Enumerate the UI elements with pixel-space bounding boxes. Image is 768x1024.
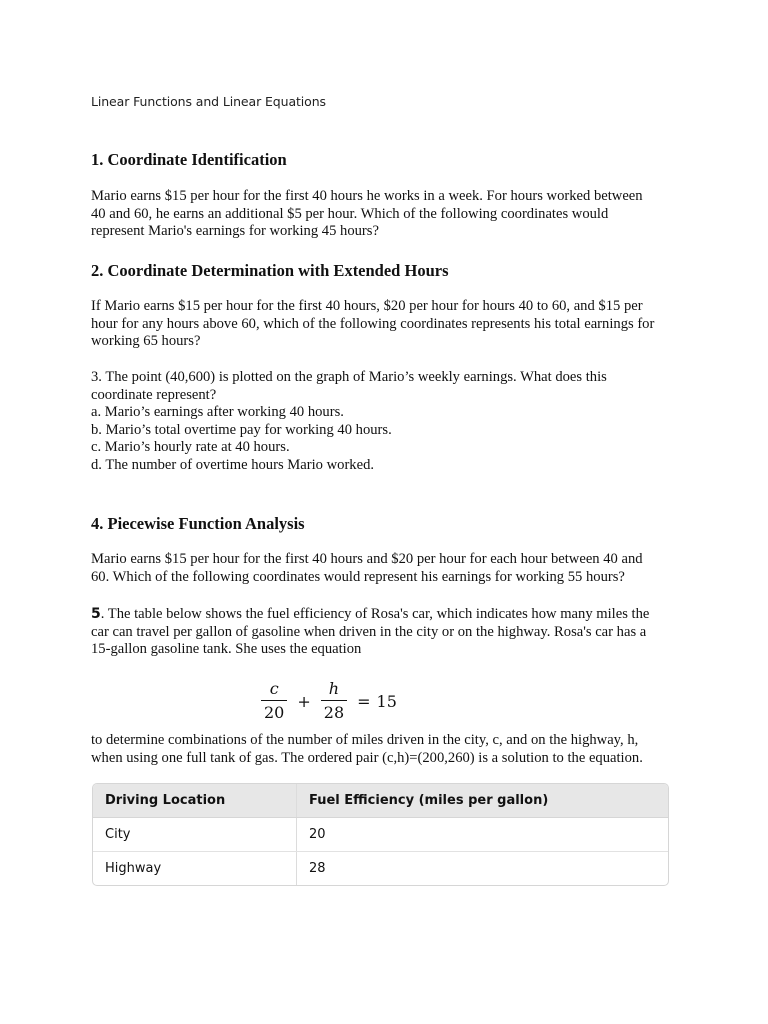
q4-line: Mario earns $15 per hour for the first 40 hours and $20 per hour for each hour between 40 and: [91, 551, 643, 567]
equation-equals: =: [357, 691, 371, 711]
q2-line: hour for any hours above 60, which of the following coordinates represents his total earnings for: [91, 315, 655, 332]
cell-location: City: [93, 818, 297, 852]
q1-line: represent Mario's earnings for working 45 hours?: [91, 223, 379, 240]
column-header-driving-location: Driving Location: [93, 784, 297, 818]
q5-number: 5: [91, 606, 101, 622]
q5-after-text: [91, 732, 681, 767]
q5-after-line: when using one full tank of gas. The ordered pair (c,h)=(200,260) is a solution to the equation.: [91, 749, 643, 766]
fraction-bar: [261, 700, 287, 701]
q4-heading: 4. Piecewise Function Analysis: [91, 514, 305, 533]
cell-efficiency: 28: [309, 861, 326, 876]
table-row: [93, 852, 668, 886]
q4-line: 60. Which of the following coordinates would represent his earnings for working 55 hours?: [91, 568, 625, 585]
q5-line: 15-gallon gasoline tank. She uses the equation: [91, 641, 362, 658]
q1-line: 40 and 60, he earns an additional $5 per hour. Which of the following coordinates would: [91, 205, 609, 222]
equation-numerator-h: h: [328, 679, 340, 698]
q1-text: [91, 188, 681, 241]
equation-fraction-c: [261, 680, 287, 722]
fuel-table: [93, 784, 668, 885]
table-header-row: [93, 784, 668, 818]
cell-location: Highway: [93, 852, 297, 886]
q3-option-b: b. Mario’s total overtime pay for working 40 hours.: [91, 421, 392, 438]
equation-plus: +: [297, 691, 311, 711]
equation-numerator-c: c: [269, 679, 279, 698]
q3-line: coordinate represent?: [91, 386, 217, 403]
q5-text: [91, 606, 681, 659]
column-header-fuel-efficiency: Fuel Efficiency (miles per gallon): [297, 784, 669, 818]
table-row: [93, 818, 668, 852]
q1-line: Mario earns $15 per hour for the first 40 hours he works in a week. For hours worked between: [91, 188, 643, 204]
q2-line: working 65 hours?: [91, 333, 201, 350]
document-title: Linear Functions and Linear Equations: [91, 94, 326, 109]
q1-heading: 1. Coordinate Identification: [91, 150, 287, 169]
equation-denominator-20: 20: [264, 703, 285, 722]
q3-line: 3. The point (40,600) is plotted on the graph of Mario’s weekly earnings. What does this: [91, 369, 607, 385]
q4-text: [91, 551, 681, 586]
fuel-equation: [257, 676, 397, 726]
equation-rhs: 15: [376, 691, 397, 711]
fraction-bar: [321, 700, 347, 701]
equation-denominator-28: 28: [323, 703, 345, 722]
q2-heading: 2. Coordinate Determination with Extended Hours: [91, 261, 449, 280]
cell-efficiency: 20: [297, 818, 669, 852]
q5-first-line: . The table below shows the fuel efficiency of Rosa's car, which indicates how many miles the: [100, 606, 650, 622]
q2-line: If Mario earns $15 per hour for the first 40 hours, $20 per hour for hours 40 to 60, and $15 per: [91, 298, 643, 314]
q2-text: [91, 298, 681, 351]
q5-line: car can travel per gallon of gasoline when driven in the city or on the highway. Rosa's car has a: [91, 623, 647, 640]
q3-option-d: d. The number of overtime hours Mario worked.: [91, 456, 375, 473]
q5-after-line: to determine combinations of the number of miles driven in the city, c, and on the highway, h,: [91, 732, 639, 748]
fuel-efficiency-table: [92, 783, 669, 886]
q3-option-a: a. Mario’s earnings after working 40 hours.: [91, 404, 344, 421]
q5-line: [91, 606, 681, 624]
q3-option-c: c. Mario’s hourly rate at 40 hours.: [91, 439, 290, 456]
q3-text: [91, 369, 681, 475]
equation-fraction-h: [321, 680, 347, 722]
